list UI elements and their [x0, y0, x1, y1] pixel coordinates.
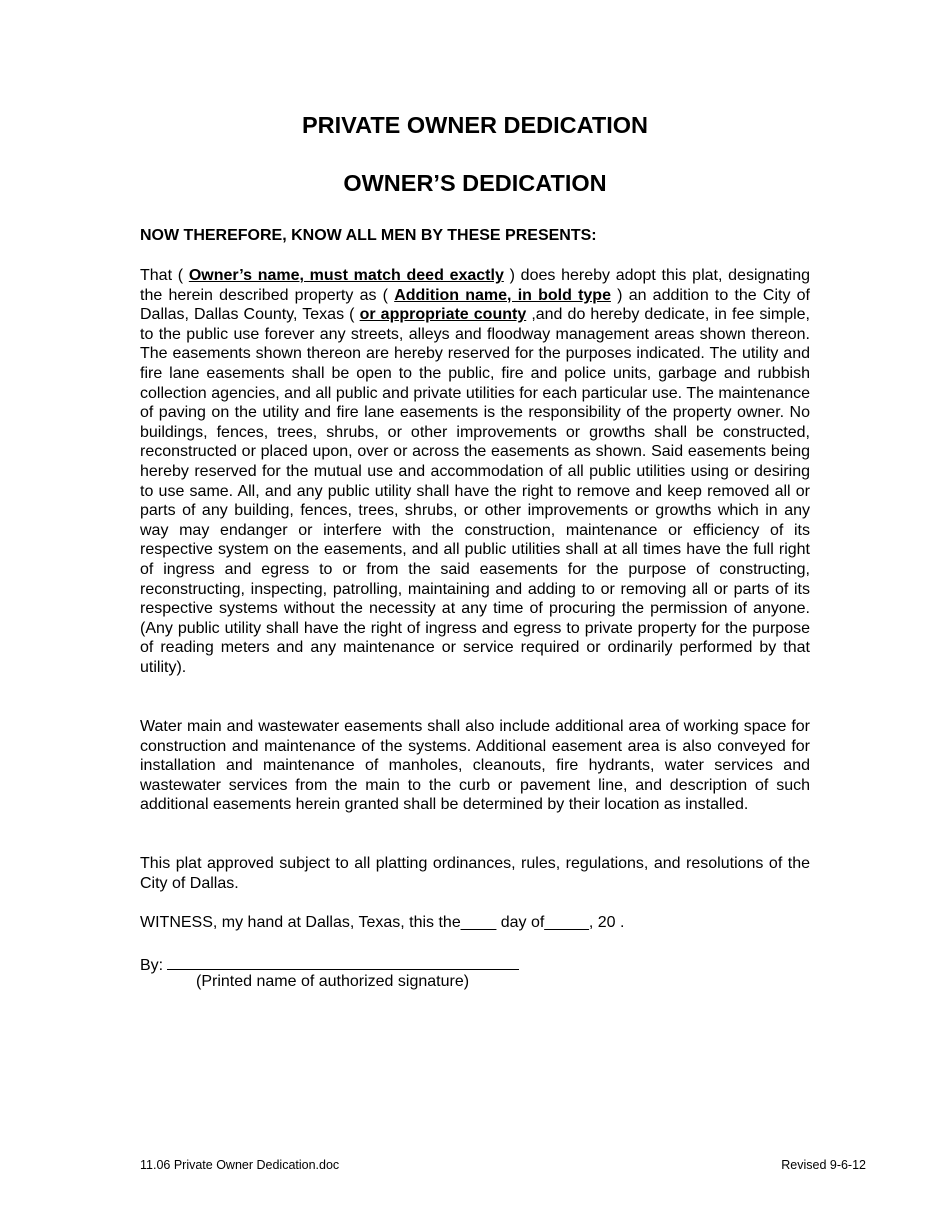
witness-line: WITNESS, my hand at Dallas, Texas, this the____ day of_____, 20 . [140, 914, 625, 931]
document-subtitle: OWNER’S DEDICATION [343, 170, 607, 196]
paragraph-text-2: ) does hereby adopt this plat, designating the herein described property as ( [140, 267, 811, 304]
approval-paragraph: This plat approved subject to all platting ordinances, rules, regulations, and resolutions of the City of Dallas. [140, 855, 810, 892]
paragraph-text-3: ) an addition to the City of Dallas, Dallas County, Texas ( [140, 286, 810, 324]
by-label: By: [140, 957, 164, 974]
footer-revised: Revised 9-6-12 [781, 1158, 866, 1172]
footer-filename: 11.06 Private Owner Dedication.doc [140, 1158, 340, 1172]
easements-paragraph: Water main and wastewater easements shall also include additional area of working space for construction and maintenance of the systems. Additional easement area is also conveyed for installation and maintenance of manholes, cleanouts, fire hydrants, water services and wastewater services from the main to the curb or pavement line, and description of such additional easements herein granted shall be determined by their location as installed. [140, 718, 810, 814]
addition-name-placeholder: Addition name, in bold type [394, 286, 611, 304]
paragraph-text-1: That ( [140, 267, 189, 284]
document-title: PRIVATE OWNER DEDICATION [302, 112, 648, 138]
paragraph-text-4: ,and do hereby dedicate, in fee simple, to the public use forever any streets, alleys and floodway management areas shown thereon. The easements shown thereon are hereby reserved for the purposes indicated. The utility and fire lane easements shall be open to the public, fire and police units, garbage and rubbish collection agencies, and all public and private utilities for each particular use. The maintenance of paving on the utility and fire lane easements is the responsibility of the property owner. No buildings, fences, trees, shrubs, or other improvements or growths shall be constructed, reconstructed or placed upon, over or across the easements as shown. Said easements being hereby reserved for the mutual use and accommodation of all public utilities using or desiring to use same. All, and any public utility shall have the right to remove and keep removed all or parts of any building, fences, trees, shrubs, or other improvements or growths which in any way may endanger or interfere with the construction, maintenance or efficiency of its respective system on the easements, and all public utilities shall at all times have the full right of ingress and egress to or from the said easements for the purpose of constructing, reconstructing, inspecting, patrolling, maintaining and adding to or removing all or parts of its respective systems without the necessity at any time of procuring the permission of anyone. (Any public utility shall have the right of ingress and egress to private property for the purpose of reading meters and any maintenance or service required or ordinarily performed by that utility). [140, 306, 811, 676]
signature-rule [167, 953, 519, 970]
county-placeholder: or appropriate county [359, 306, 527, 324]
presents-heading: NOW THEREFORE, KNOW ALL MEN BY THESE PRESENTS: [140, 227, 597, 244]
owner-name-placeholder: Owner’s name, must match deed exactly [188, 267, 504, 284]
dedication-paragraph [140, 266, 810, 677]
signature-caption: (Printed name of authorized signature) [196, 973, 470, 990]
